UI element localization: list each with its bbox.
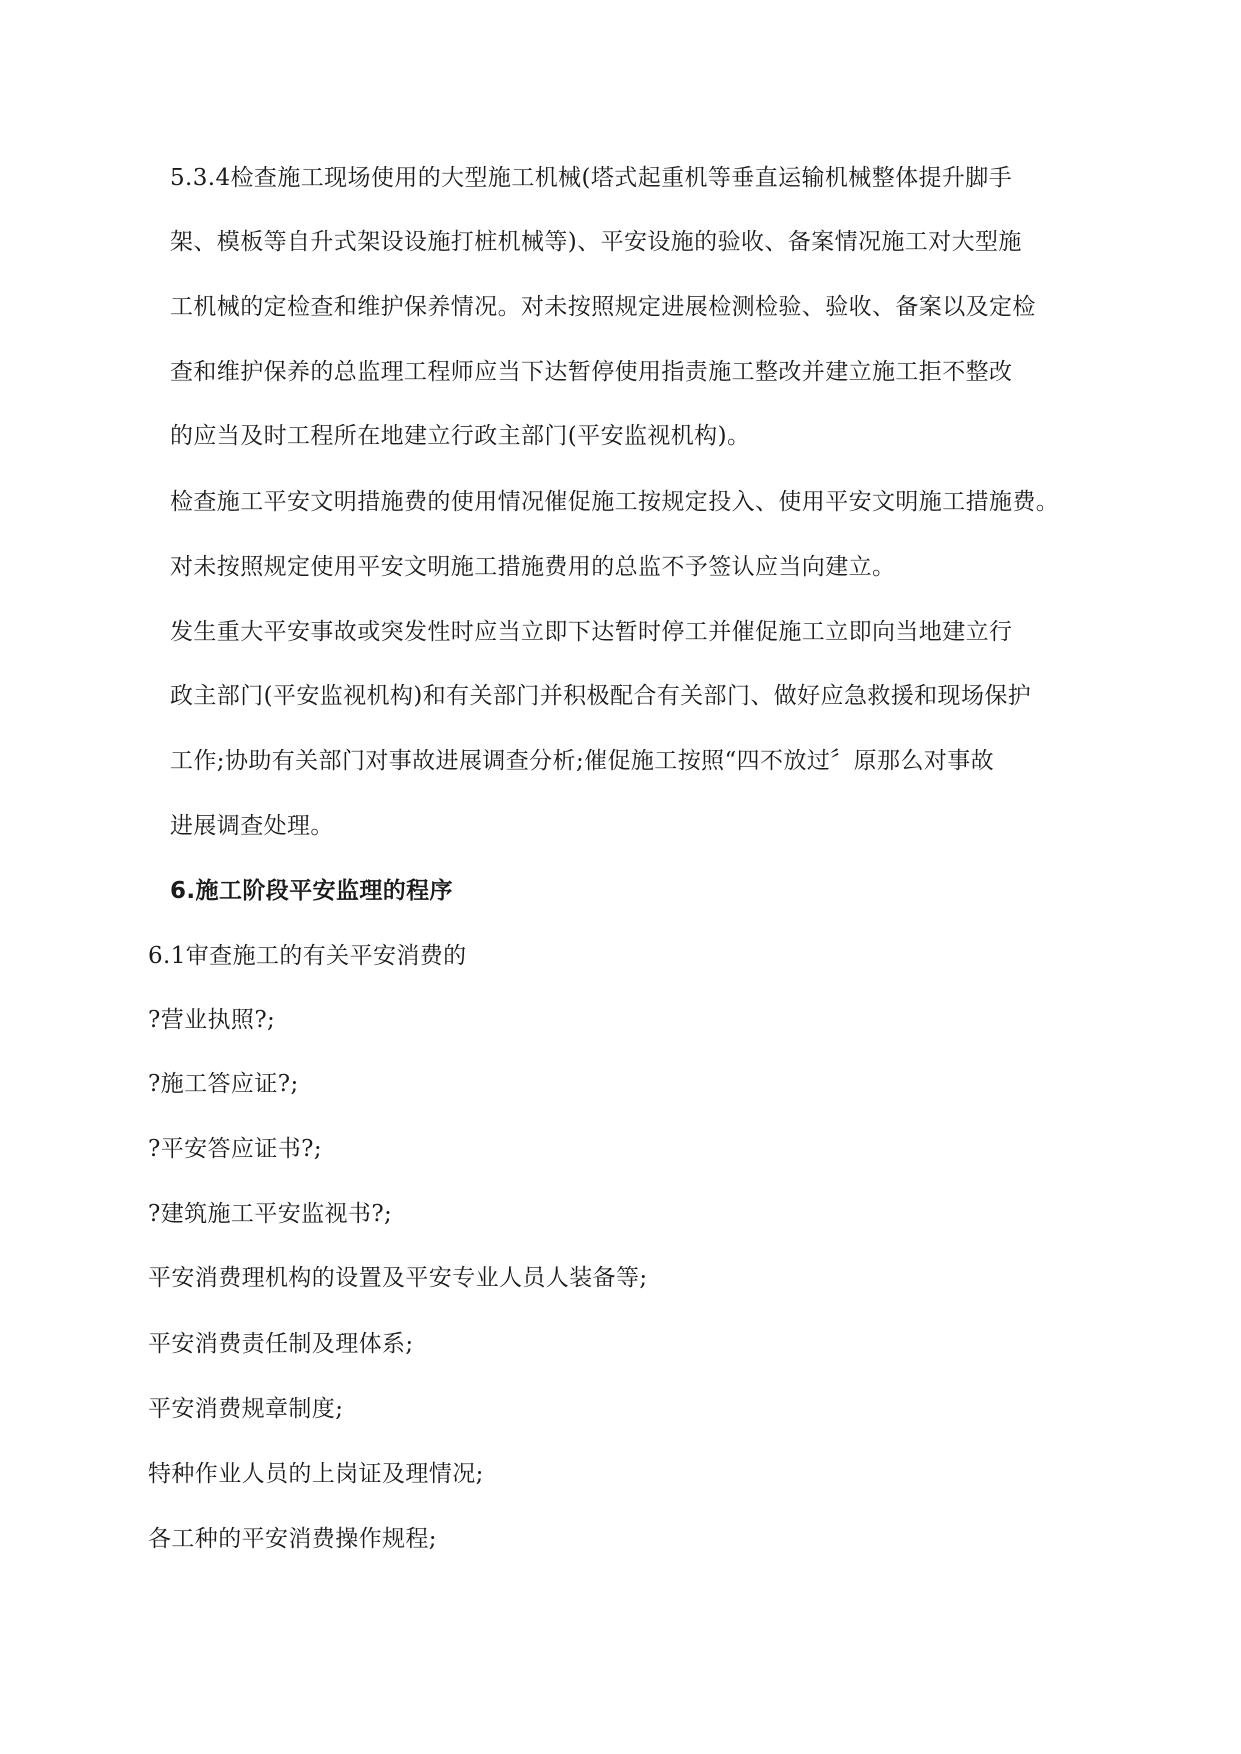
list-item: ?营业执照?; <box>148 1007 276 1033</box>
list-item: 平安消费规章制度; <box>148 1396 344 1422</box>
section-534-line-2: 架、模板等自升式架设设施打桩机械等)、平安设施的验收、备案情况施工对大型施 <box>170 229 1022 255</box>
accident-paragraph-line-2: 政主部门(平安监视机构)和有关部门并积极配合有关部门、做好应急救援和现场保护 <box>170 683 1032 709</box>
section-61-subheading: 6.1审查施工的有关平安消费的 <box>148 943 467 969</box>
fee-paragraph-line-1: 检查施工平安文明措施费的使用情况催促施工按规定投入、使用平安文明施工措施费。 <box>170 489 1060 515</box>
section-534-line-3: 工机械的定检查和维护保养情况。对未按照规定进展检测检验、验收、备案以及定检 <box>170 294 1036 320</box>
list-item: 各工种的平安消费操作规程; <box>148 1526 437 1552</box>
accident-paragraph-line-3: 工作;协助有关部门对事故进展调查分析;催促施工按照“四不放过〞原那么对事故 <box>170 748 995 774</box>
section-534-line-5: 的应当及时工程所在地建立行政主部门(平安监视机构)。 <box>170 423 751 449</box>
list-item: ?平安答应证书?; <box>148 1136 323 1162</box>
list-item: 平安消费责任制及理体系; <box>148 1331 414 1357</box>
section-534-line-4: 查和维护保养的总监理工程师应当下达暂停使用指责施工整改并建立施工拒不整改 <box>170 359 1013 385</box>
fee-paragraph-line-2: 对未按照规定使用平安文明施工措施费用的总监不予签认应当向建立。 <box>170 554 896 580</box>
list-item: 平安消费理机构的设置及平安专业人员人装备等; <box>148 1265 648 1291</box>
list-item: ?施工答应证?; <box>148 1071 299 1097</box>
accident-paragraph-line-4: 进展调查处理。 <box>170 813 334 839</box>
section-534-line-1: 5.3.4检查施工现场使用的大型施工机械(塔式起重机等垂直运输机械整体提升脚手 <box>170 165 1013 191</box>
list-item: ?建筑施工平安监视书?; <box>148 1201 393 1227</box>
accident-paragraph-line-1: 发生重大平安事故或突发性时应当立即下达暂时停工并催促施工立即向当地建立行 <box>170 619 1013 645</box>
list-item: 特种作业人员的上岗证及理情况; <box>148 1461 484 1487</box>
section-6-heading: 6.施工阶段平安监理的程序 <box>170 878 453 904</box>
